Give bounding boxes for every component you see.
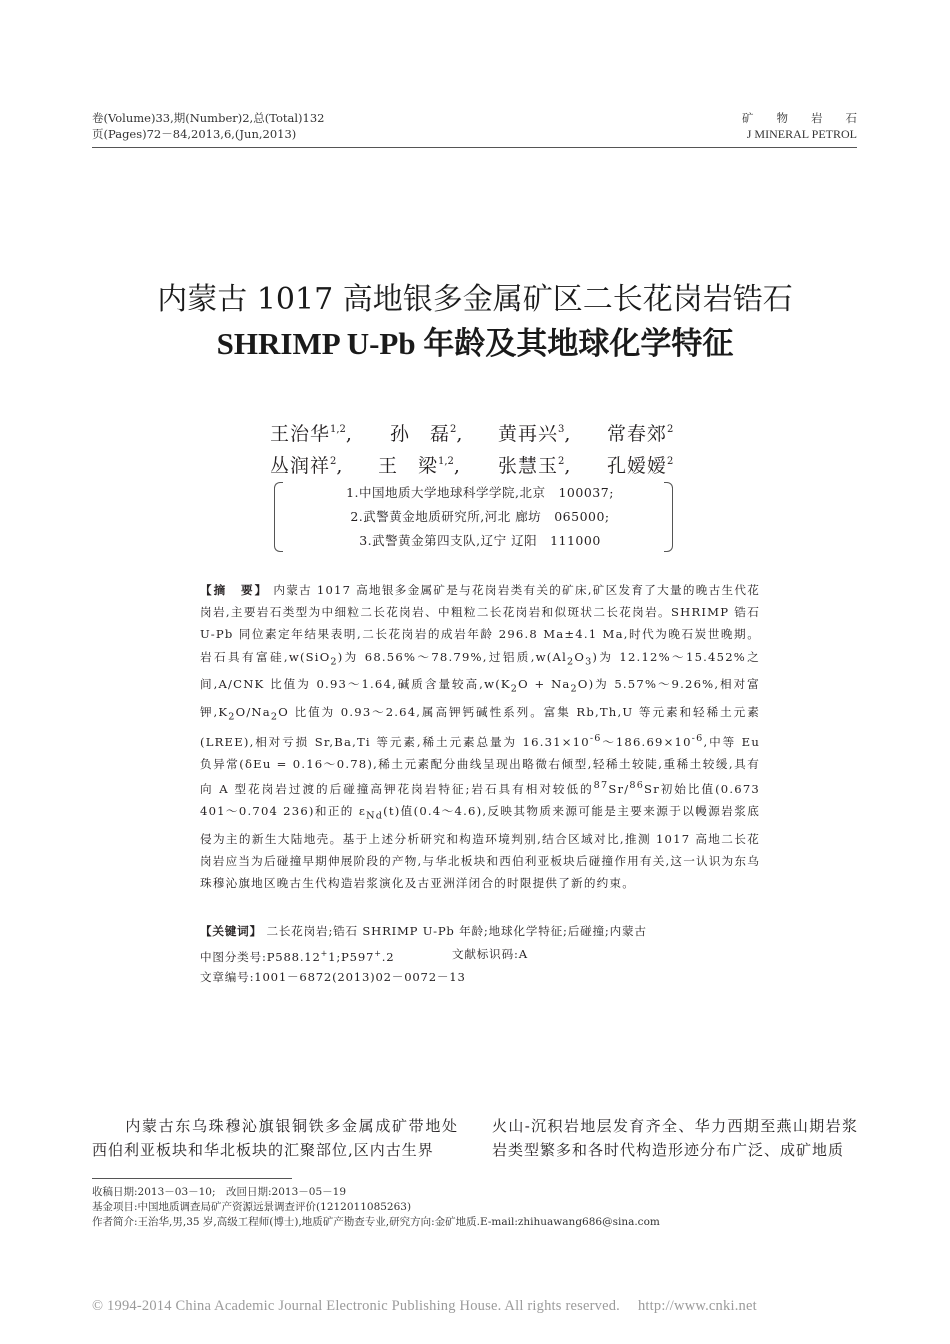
cnki-link[interactable]: http://www.cnki.net — [637, 1298, 757, 1314]
article-number-label: 文章编号: — [200, 970, 255, 984]
title-line-1: 内蒙古 1017 高地银多金属矿区二长花岗岩锆石 — [157, 282, 793, 317]
keywords-label: 【关键词】 — [200, 924, 262, 938]
article-number — [200, 966, 466, 988]
volume-line: 卷(Volume)33,期(Number)2,总(Total)132 — [92, 111, 325, 125]
author-2: 孙 磊$^2$, — [390, 423, 464, 445]
affiliation-brace-left — [274, 482, 283, 552]
abstract — [200, 579, 760, 895]
classification: 中图分类号:P588.12+1;P597+.2 — [200, 949, 395, 964]
body-right-column: 火山-沉积岩地层发育齐全、华力西期至燕山期岩浆岩类型繁多和各时代构造形迹分布广泛、成矿地质 — [492, 1117, 858, 1159]
copyright-text: © 1994-2014 China Academic Journal Electronic Publishing House. All rights reserved. — [92, 1298, 620, 1314]
classification-label: 中图分类号: — [200, 949, 267, 964]
journal-name-cn: 矿 物 岩 石 — [742, 111, 857, 125]
author-7: 张慧玉$^2$, — [498, 455, 572, 477]
keywords — [200, 920, 760, 942]
author-6: 王 梁$^{1,2}$, — [378, 455, 461, 477]
footnote-fund: 基金项目:中国地质调查局矿产资源远景调查评价(1212011085263) — [92, 1201, 412, 1213]
affiliation-1: 1.中国地质大学地球科学学院,北京 100037; — [346, 485, 614, 500]
footnote-rule — [92, 1178, 292, 1179]
author-4: 常春郊$^2$ — [607, 423, 674, 445]
author-1: 王治华$^{1,2}$, — [270, 423, 353, 445]
author-5: 丛润祥$^2$, — [270, 455, 344, 477]
keywords-text: 二长花岗岩;锆石 SHRIMP U-Pb 年龄;地球化学特征;后碰撞;内蒙古 — [266, 924, 647, 938]
footnote-author: 作者简介:王治华,男,35 岁,高级工程师(博士),地质矿产勘查专业,研究方向:金矿地质.E-mail:zhihuawang686@sina.com — [92, 1216, 660, 1228]
affiliation-2: 2.武警黄金地质研究所,河北 廊坊 065000; — [350, 509, 610, 524]
document-code — [452, 943, 528, 965]
document-code-label: 文献标识码: — [452, 947, 519, 961]
body-left-column: 内蒙古东乌珠穆沁旗银铜铁多金属成矿带地处西伯利亚板块和华北板块的汇聚部位,区内古生界 — [92, 1117, 458, 1159]
volume-info — [92, 110, 325, 142]
pages-line: 页(Pages)72－84,2013,6,(Jun,2013) — [92, 127, 297, 141]
header-rule — [92, 147, 857, 148]
abstract-text: 内蒙古 1017 高地银多金属矿是与花岗岩类有关的矿床,矿区发育了大量的晚古生代花岗岩,主要岩石类型为中细粒二长花岗岩、中粗粒二长花岗岩和似斑状二长花岗岩。SHRIMP 锆石 U-Pb 同位素定年结果表明,二长花岗岩的成岩年龄 296.8 Ma±4.1 Ma,时代为晚石炭世晚期。岩石具有富硅,w(SiO$_2$)为 68.56%～78.79%,过铝质$,w(Al_2O_3)$为 12.12%～15.452%之间,A/CNK 比值为 0.93～1.64,碱质含量较高$,w(K_2O + Na_2O)$为 5.57%～9.26%,相对富钾$,K_2O/Na_2O$ 比值为 0.93～2.64,属高钾钙碱性系列。富集 Rb,Th,U 等元素和轻稀土元素(LREE),相对亏损 Sr,Ba,Ti 等元素,稀土元素总量为 $16.31\times 10^{-6}\sim 186.69\times 10^{-6}$,中等 Eu 负异常(δEu = 0.16～0.78),稀土元素配分曲线呈现出略微右倾型,轻稀土较陡,重稀土较缓,具有向 A 型花岗岩过渡的后碰撞高钾花岗岩特征;岩石具有相对较低的$^{87}$Sr/$^{86}$Sr初始比值(0.673 401～0.704 236)和正的 $\varepsilon_{Nd}(t)$值(0.4～4.6),反映其物质来源可能是主要来源于以幔源岩浆底侵为主的新生大陆地壳。基于上述分析研究和构造环境判别,结合区域对比,推测 1017 高地二长花岗岩应当为后碰撞早期伸展阶段的产物,与华北板块和西伯利亚板块后碰撞作用有关,这一认识为东乌珠穆沁旗地区晚古生代构造岩浆演化及古亚洲洋闭合的时限提供了新的约束。 — [200, 583, 760, 891]
footnote-received: 收稿日期:2013－03－10; 改回日期:2013－05－19 — [92, 1186, 346, 1198]
affiliation-3: 3.武警黄金第四支队,辽宁 辽阳 111000 — [359, 533, 601, 548]
journal-name-en: J MINERAL PETROL — [746, 127, 857, 141]
document-code-value: A — [518, 947, 528, 961]
title-line-2: SHRIMP U-Pb 年龄及其地球化学特征 — [216, 326, 734, 361]
journal-name — [600, 110, 857, 142]
abstract-label: 【摘 要】 — [200, 583, 269, 597]
author-8: 孔嫒嫒$^2$ — [607, 455, 674, 477]
article-number-value: 1001－6872(2013)02－0072－13 — [254, 970, 466, 984]
copyright-notice — [92, 1298, 757, 1315]
author-3: 黄再兴$^3$, — [498, 423, 572, 445]
